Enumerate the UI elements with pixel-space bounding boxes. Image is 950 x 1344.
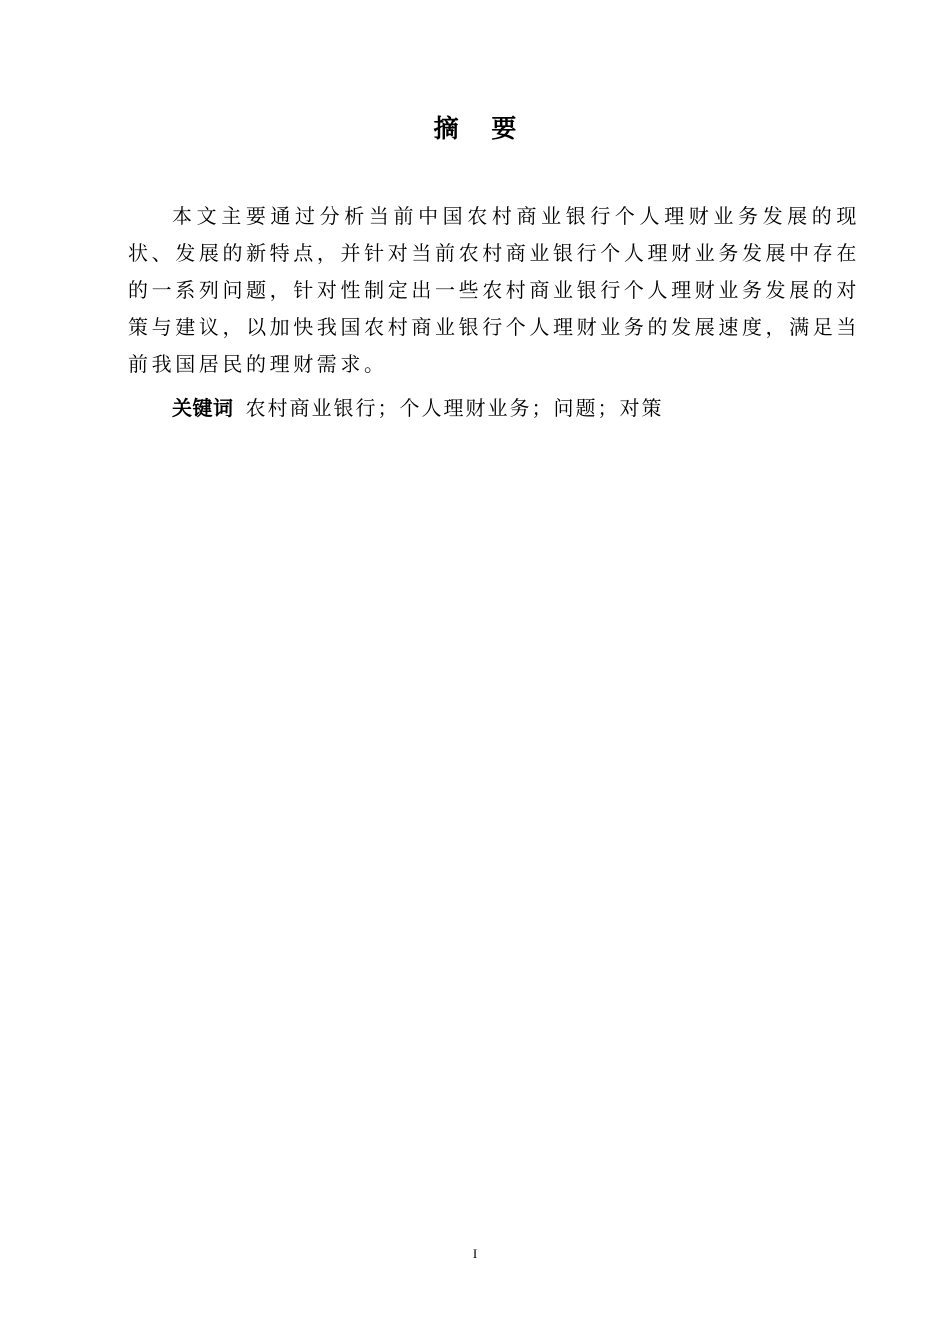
keywords-line [172,390,664,427]
page-number: I [472,1246,478,1261]
keywords-text: 农村商业银行；个人理财业务；问题；对策 [245,396,664,420]
abstract-paragraph: 本文主要通过分析当前中国农村商业银行个人理财业务发展的现状、发展的新特点，并针对当前农村商业银行个人理财业务发展中存在的一系列问题，针对性制定出一些农村商业银行个人理财业务发展的对策与建议，以加快我国农村商业银行个人理财业务的发展速度，满足当前我国居民的理财需求。 [128,204,860,376]
page-title: 摘 要 [433,114,529,143]
keywords-label: 关键词 [172,396,234,420]
